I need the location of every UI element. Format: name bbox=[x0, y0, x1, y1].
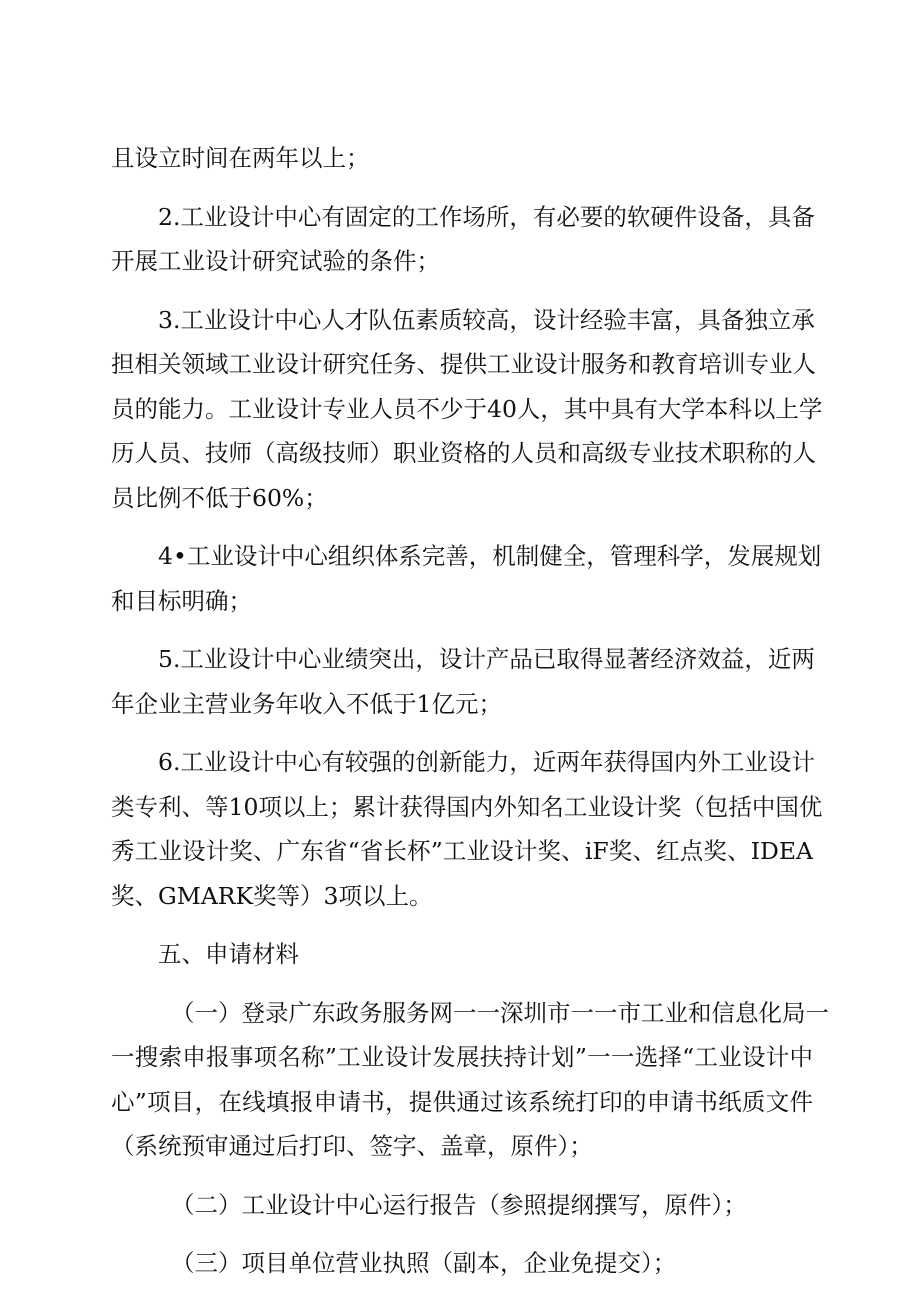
paragraph-line: 担相关领域工业设计研究任务、提供工业设计服务和教育培训专业人 bbox=[111, 350, 816, 378]
paragraph-line: 心”项目，在线填报申请书，提供通过该系统打印的申请书纸质文件 bbox=[111, 1087, 813, 1116]
paragraph-line: 3.工业设计中心人才队伍素质较高，设计经验丰富，具备独立承 bbox=[158, 305, 815, 334]
paragraph-line: 奖、GMARK奖等）3项以上。 bbox=[111, 881, 433, 910]
paragraph-line: 2.工业设计中心有固定的工作场所，有必要的软硬件设备，具备 bbox=[158, 202, 815, 231]
paragraph-line: 4•工业设计中心组织体系完善，机制健全，管理科学，发展规划 bbox=[158, 542, 822, 570]
paragraph-line: 和目标明确； bbox=[111, 586, 252, 615]
section-heading: 五、申请材料 bbox=[158, 940, 299, 968]
paragraph-line: 员的能力。工业设计专业人员不少于40人，其中具有大学本科以上学 bbox=[111, 394, 823, 423]
paragraph-line: 秀工业设计奖、广东省“省长杯”工业设计奖、iF奖、红点奖、IDEA bbox=[111, 837, 813, 865]
paragraph-line: 且设立时间在两年以上； bbox=[111, 144, 370, 172]
paragraph-line: （三）项目单位营业执照（副本，企业免提交）； bbox=[171, 1249, 677, 1277]
document-page bbox=[111, 136, 829, 1286]
paragraph-line: 6.工业设计中心有较强的创新能力，近两年获得国内外工业设计 bbox=[158, 748, 815, 776]
paragraph-line: 年企业主营业务年收入不低于1亿元； bbox=[111, 689, 502, 718]
paragraph-line: （系统预审通过后打印、签字、盖章，原件）； bbox=[111, 1132, 593, 1160]
paragraph-line: 员比例不低于60%； bbox=[111, 483, 328, 512]
paragraph-line: 5.工业设计中心业绩突出，设计产品已取得显著经济效益，近两 bbox=[158, 645, 815, 673]
paragraph-line: （二）工业设计中心运行报告（参照提纲撰写，原件）； bbox=[171, 1190, 747, 1219]
paragraph-line: 一搜索申报事项名称”工业设计发展扶持计划”一一选择“工业设计中 bbox=[111, 1043, 813, 1071]
paragraph-line: 开展工业设计研究试验的条件； bbox=[111, 247, 440, 275]
paragraph-line: 类专利、等10项以上；累计获得国内外知名工业设计奖（包括中国优 bbox=[111, 792, 823, 821]
paragraph-line: （一）登录广东政务服务网一一深圳市一一市工业和信息化局一 bbox=[171, 998, 829, 1027]
paragraph-line: 历人员、技师（高级技师）职业资格的人员和高级专业技术职称的人 bbox=[111, 439, 816, 467]
